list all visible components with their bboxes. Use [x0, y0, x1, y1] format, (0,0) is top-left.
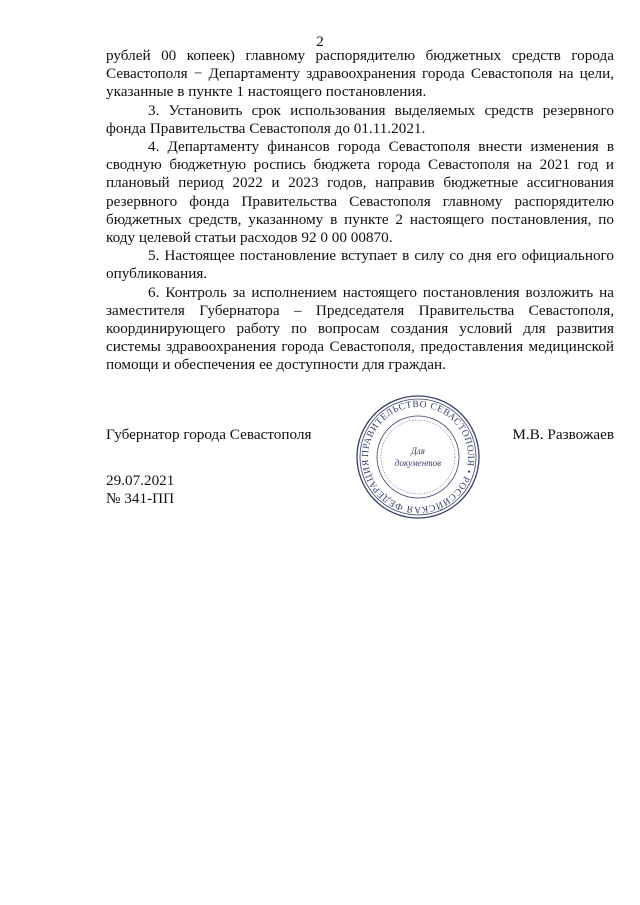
document-number: № 341-ПП [106, 490, 175, 508]
signatory-name: М.В. Развожаев [512, 426, 614, 443]
stamp-center-line-1: Для [411, 446, 425, 456]
paragraph-item-4: 4. Департаменту финансов города Севастополя внести изменения в сводную бюджетную роспись бюджета города Севастополя на 2021 год и плановый период 2022 и 2023 годов, направив бюджетные ассигнования резервного фонда Правительства Севастополя главному распорядителю бюджетных средств, указанному в пункте 2 настоящего постановления, по коду целевой статьи расходов 92 0 00 00870. [106, 138, 614, 247]
paragraph-item-6: 6. Контроль за исполнением настоящего постановления возложить на заместителя Губернатора – Председателя Правительства Севастополя, координирующего работу по вопросам создания условий для развития системы здравоохранения города Севастополя, предоставления медицинской помощи и обеспечения ее доступности для граждан. [106, 283, 614, 374]
paragraph-item-3: 3. Установить срок использования выделяемых средств резервного фонда Правительства Севастополя до 01.11.2021. [106, 101, 614, 137]
paragraph-item-5: 5. Настоящее постановление вступает в силу со дня его официального опубликования. [106, 247, 614, 283]
stamp-outer-text: ПРАВИТЕЛЬСТВО СЕВАСТОПОЛЯ • РОССИЙСКАЯ ФЕДЕРАЦИЯ [360, 399, 476, 515]
page-number: 2 [316, 34, 324, 50]
stamp-center-line-2: документов [394, 458, 442, 468]
official-seal-stamp [354, 393, 482, 521]
paragraph-continuation: рублей 00 копеек) главному распорядителю бюджетных средств города Севастополя − Департаменту здравоохранения города Севастополя на цели, указанные в пункте 1 настоящего постановления. [106, 47, 614, 101]
signatory-position: Губернатор города Севастополя [106, 426, 312, 443]
document-date: 29.07.2021 [106, 472, 175, 489]
document-meta [106, 472, 174, 508]
document-body [106, 47, 614, 375]
